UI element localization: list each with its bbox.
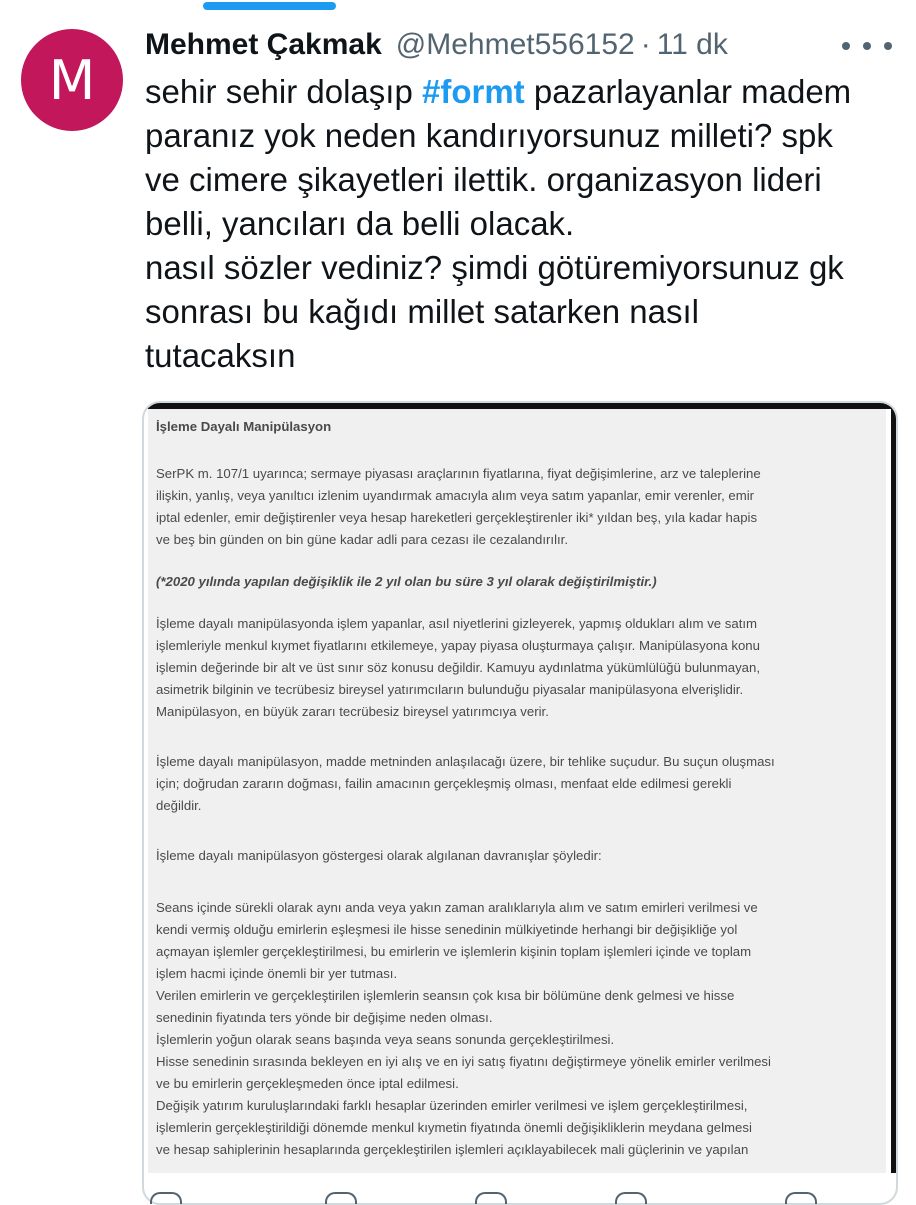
document-paragraph — [156, 463, 836, 551]
document-line: (*2020 yılında yapılan değişiklik ile 2 yıl olan bu süre 3 yıl olarak değiştirilmiştir.) — [156, 574, 657, 589]
tweet-line: belli, yancıları da belli olacak. — [145, 205, 575, 242]
document-body — [156, 417, 836, 1161]
document-line: ve hesap sahiplerinin hesaplarında gerçekleştirilen işlemleri açıklayabilecek mali güçlerinin ve yapılan — [156, 1142, 749, 1157]
avatar-letter: M — [48, 48, 96, 112]
document-line: kendi vermiş olduğu emirlerin eşleşmesi ile hisse senedinin mülkiyetinde herhangi bir değişikliğe yol — [156, 922, 738, 937]
more-dot — [884, 42, 892, 50]
tweet-text — [145, 70, 905, 378]
header-separator: · — [640, 28, 651, 61]
document-line: iptal edenler, emir değiştirenler veya hesap hareketleri gerçekleştirenler iki* yıldan beş, yıla kadar hapis — [156, 510, 758, 525]
more-dot — [842, 42, 850, 50]
hashtag-link[interactable]: #formt — [421, 73, 525, 110]
media-right-border — [891, 403, 896, 1173]
document-line: İşleme dayalı manipülasyon, madde metninden anlaşılacağı üzere, bir tehlike suçudur. Bu suçun oluşması — [156, 754, 775, 769]
document-line: değildir. — [156, 798, 202, 813]
document-line: senedinin fiyatında ters yönde bir değişime neden olması. — [156, 1010, 493, 1025]
share-icon[interactable] — [785, 1192, 817, 1204]
document-line: İşlemlerin yoğun olarak seans başında veya seans sonunda gerçekleştirilmesi. — [156, 1032, 615, 1047]
more-horizontal-icon[interactable] — [842, 36, 892, 56]
document-line: ilişkin, yanlış, veya yanıltıcı izlenim uyandırmak amacıyla alım veya satım yapanlar, emir verenler, emir — [156, 488, 755, 503]
document-line: Manipülasyon, en büyük zararı tecrübesiz bireysel yatırımcıya verir. — [156, 704, 549, 719]
tweet-header — [145, 24, 892, 66]
document-paragraph — [156, 845, 836, 867]
document-line: ve bu emirlerin gerçekleşmeden önce iptal edilmesi. — [156, 1076, 459, 1091]
like-icon[interactable] — [475, 1192, 507, 1204]
document-line: Verilen emirlerin ve gerçekleştirilen işlemlerin seansın çok kısa bir bölümüne denk gelmesi ve hisse — [156, 988, 735, 1003]
document-line: işlemlerin gerçekleştirildiği dönemde menkul kıymetin fiyatında önemli değişikliklerin meydana gelmesi — [156, 1120, 752, 1135]
tweet-text-segment: pazarlayanlar madem — [524, 73, 852, 110]
document-line: işlemleriyle menkul kıymet fiyatlarını etkilemeye, yapay piyasa oluşturmaya çalışır. Manipülasyona konu — [156, 638, 760, 653]
tweet-line: tutacaksın — [145, 337, 296, 374]
more-dot — [863, 42, 871, 50]
tweet-time[interactable]: 11 dk — [656, 28, 728, 61]
document-line: Değişik yatırım kuruluşlarındaki farklı hesaplar üzerinden emirler verilmesi ve işlem gerçekleştirilmesi, — [156, 1098, 748, 1113]
document-line: SerPK m. 107/1 uyarınca; sermaye piyasası araçlarının fiyatlarına, fiyat değişimlerine, arz ve taleplerine — [156, 466, 761, 481]
author-handle[interactable]: @Mehmet556152 — [395, 28, 635, 61]
document-paragraph — [156, 897, 836, 1161]
document-line: işlemin değerinde bir alt ve üst sınır söz konusu değildir. Kamuyu aydınlatma yükümlülüğü bulunmayan, — [156, 660, 761, 675]
top-indicator — [203, 2, 336, 10]
views-icon[interactable] — [615, 1192, 647, 1204]
document-line: ve beş bin günden on bin güne kadar adli para cezası ile cezalandırılır. — [156, 532, 569, 547]
tweet-line: ve cimere şikayetleri ilettik. organizasyon lideri — [145, 161, 822, 198]
document-paragraph — [156, 613, 836, 723]
document-line: Hisse senedinin sırasında bekleyen en iyi alış ve en iyi satış fiyatını değiştirmeye yönelik emirler verilmesi — [156, 1054, 771, 1069]
document-line: işlem hacmi içinde önemli bir yer tutması. — [156, 966, 398, 981]
tweet-line: sonrası bu kağıdı millet satarken nasıl — [145, 293, 699, 330]
document-note — [156, 571, 836, 593]
document-line: İşleme dayalı manipülasyon göstergesi olarak algılanan davranışlar şöyledir: — [156, 848, 602, 863]
tweet-action-bar — [145, 1192, 886, 1202]
tweet-text-segment: sehir sehir dolaşıp — [145, 73, 422, 110]
avatar[interactable] — [21, 29, 123, 131]
author-name[interactable]: Mehmet Çakmak — [145, 28, 382, 61]
document-line: için; doğrudan zararın doğması, failin amacının gerçekleşmiş olması, menfaat elde edilmesi gerekli — [156, 776, 732, 791]
tweet-media-image[interactable] — [142, 401, 898, 1205]
document-paragraph — [156, 751, 836, 817]
document-line: İşleme dayalı manipülasyonda işlem yapanlar, asıl niyetlerini gizleyerek, yapmış oldukları alım ve satım — [156, 616, 758, 631]
tweet-line: nasıl sözler vediniz? şimdi götüremiyorsunuz gk — [145, 249, 844, 286]
reply-icon[interactable] — [150, 1192, 182, 1204]
retweet-icon[interactable] — [325, 1192, 357, 1204]
document-line: asimetrik bilginin ve tecrübesiz bireysel yatırımcıların bulunduğu piyasalar manipülasyona elverişlidir. — [156, 682, 744, 697]
tweet-line: paranız yok neden kandırıyorsunuz milleti? spk — [145, 117, 833, 154]
document-title: İşleme Dayalı Manipülasyon — [156, 419, 332, 434]
document-line: Seans içinde sürekli olarak aynı anda veya yakın zaman aralıklarıyla alım ve satım emirleri verilmesi ve — [156, 900, 758, 915]
tweet-line — [145, 70, 905, 114]
document-screenshot — [148, 409, 886, 1173]
document-line: açmayan işlemler gerçekleştirilmesi, bu emirlerin ve işlemlerin kişinin toplam işlemleri içinde ve toplam — [156, 944, 752, 959]
